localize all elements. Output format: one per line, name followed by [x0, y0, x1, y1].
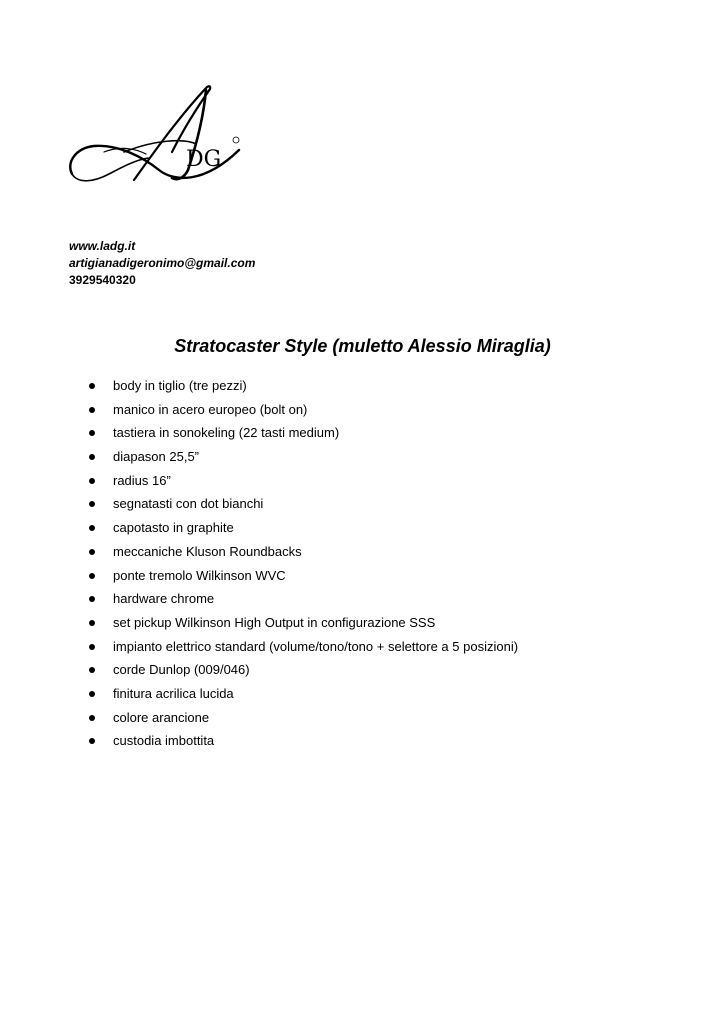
bullet-icon	[89, 620, 95, 626]
list-item-text: colore arancione	[113, 709, 210, 725]
spec-list	[0, 374, 725, 753]
bullet-icon	[89, 715, 95, 721]
list-item	[0, 540, 725, 564]
list-item-text: ponte tremolo Wilkinson WVC	[113, 567, 286, 583]
list-item	[0, 374, 725, 398]
bullet-icon	[89, 738, 95, 744]
bullet-icon	[89, 501, 95, 507]
list-item-text: set pickup Wilkinson High Output in configurazione SSS	[113, 614, 436, 630]
list-item	[0, 658, 725, 682]
page-title: Stratocaster Style (muletto Alessio Miraglia)	[174, 336, 551, 356]
list-item-text: finitura acrilica lucida	[113, 685, 234, 701]
list-item-text: diapason 25,5”	[113, 449, 200, 465]
list-item-text: body in tiglio (tre pezzi)	[113, 378, 247, 393]
list-item	[0, 421, 725, 445]
bullet-icon	[89, 667, 95, 673]
bullet-icon	[89, 596, 95, 602]
list-item	[0, 516, 725, 540]
bullet-icon	[89, 383, 95, 389]
website-link[interactable]: www.ladg.it	[69, 239, 136, 253]
list-item-text: segnatasti con dot bianchi	[113, 496, 264, 512]
list-item-text: tastiera in sonokeling (22 tasti medium)	[113, 425, 340, 441]
logo-letters: DG	[186, 147, 222, 172]
list-item	[0, 729, 725, 753]
list-item	[0, 445, 725, 469]
list-item-text: radius 16”	[113, 472, 171, 488]
list-item-text: manico in acero europeo (bolt on)	[113, 401, 308, 417]
list-item	[0, 492, 725, 516]
list-item-text: impianto elettrico standard (volume/tono/tono + selettore a 5 posizioni)	[113, 638, 519, 654]
list-item	[0, 635, 725, 659]
email-link[interactable]: artigianadigeronimo@gmail.com	[69, 256, 256, 270]
bullet-icon	[89, 430, 95, 436]
list-item	[0, 398, 725, 422]
bullet-icon	[89, 573, 95, 579]
bullet-icon	[89, 644, 95, 650]
list-item-text: meccaniche Kluson Roundbacks	[113, 543, 302, 559]
list-item-text: hardware chrome	[113, 591, 215, 607]
list-item-text: capotasto in graphite	[113, 520, 234, 536]
bullet-icon	[89, 454, 95, 460]
list-item	[0, 587, 725, 611]
list-item	[0, 611, 725, 635]
bullet-icon	[89, 691, 95, 697]
bullet-icon	[89, 549, 95, 555]
list-item	[0, 706, 725, 730]
bullet-icon	[89, 478, 95, 484]
list-item-text: corde Dunlop (009/046)	[113, 662, 250, 678]
list-item	[0, 469, 725, 493]
list-item	[0, 564, 725, 588]
adg-logo	[64, 82, 244, 197]
list-item	[0, 682, 725, 706]
bullet-icon	[89, 525, 95, 531]
logo-registered-mark	[233, 137, 239, 143]
phone-number: 3929540320	[69, 273, 136, 287]
list-item-text: custodia imbottita	[113, 733, 215, 749]
bullet-icon	[89, 407, 95, 413]
contact-block	[69, 238, 255, 289]
